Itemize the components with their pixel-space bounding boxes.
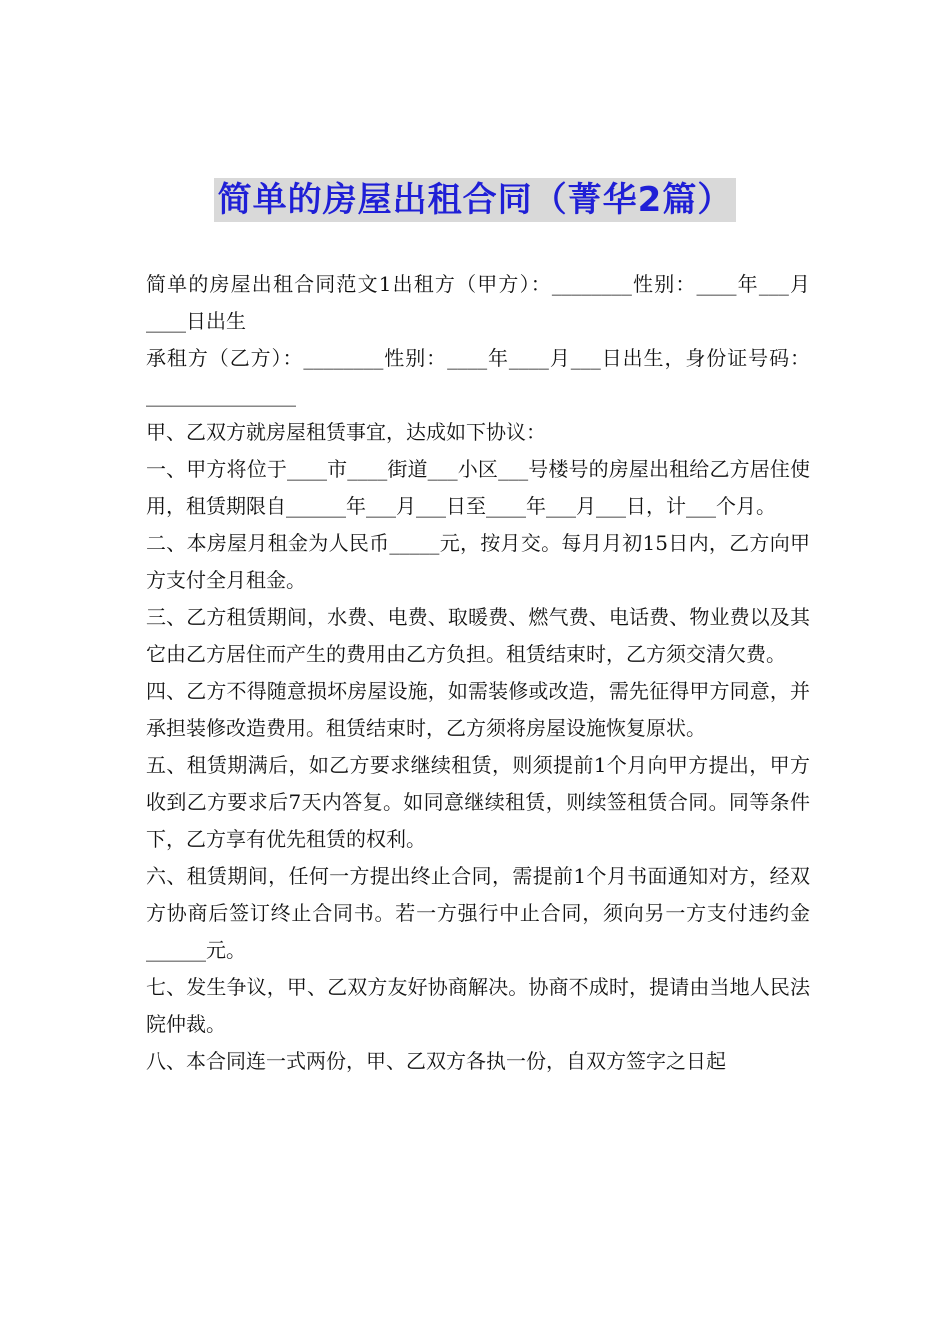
- paragraph-lessee: 承租方（乙方）：________性别：____年____月___日出生，身份证号码：_______________: [146, 346, 810, 407]
- paragraph-clause-7: 七、发生争议，甲、乙双方友好协商解决。协商不成时，提请由当地人民法院仲裁。: [146, 975, 810, 1036]
- paragraph-clause-6: 六、租赁期间，任何一方提出终止合同，需提前1个月书面通知对方，经双方协商后签订终止合同书。若一方强行中止合同，须向另一方支付违约金______元。: [146, 864, 810, 962]
- document-title: 简单的房屋出租合同（菁华2篇）: [214, 178, 737, 222]
- document-body: [146, 266, 810, 1080]
- paragraph-lessor: 简单的房屋出租合同范文1出租方（甲方）：________性别：____年___月____日出生: [146, 272, 810, 333]
- paragraph-agreement-intro: 甲、乙双方就房屋租赁事宜，达成如下协议：: [146, 420, 546, 444]
- paragraph-clause-3: 三、乙方租赁期间，水费、电费、取暖费、燃气费、电话费、物业费以及其它由乙方居住而产生的费用由乙方负担。租赁结束时，乙方须交清欠费。: [146, 605, 810, 666]
- title-container: [0, 178, 950, 222]
- paragraph-clause-8: 八、本合同连一式两份，甲、乙双方各执一份，自双方签字之日起: [146, 1049, 726, 1073]
- paragraph-clause-1: 一、甲方将位于____市____街道___小区___号楼号的房屋出租给乙方居住使用，租赁期限自______年___月___日至____年___月___日，计___个月。: [146, 457, 810, 518]
- paragraph-clause-5: 五、租赁期满后，如乙方要求继续租赁，则须提前1个月向甲方提出，甲方收到乙方要求后7天内答复。如同意继续租赁，则续签租赁合同。同等条件下，乙方享有优先租赁的权利。: [146, 753, 810, 851]
- paragraph-clause-4: 四、乙方不得随意损坏房屋设施，如需装修或改造，需先征得甲方同意，并承担装修改造费用。租赁结束时，乙方须将房屋设施恢复原状。: [146, 679, 810, 740]
- paragraph-clause-2: 二、本房屋月租金为人民币_____元，按月交。每月月初15日内，乙方向甲方支付全月租金。: [146, 531, 810, 592]
